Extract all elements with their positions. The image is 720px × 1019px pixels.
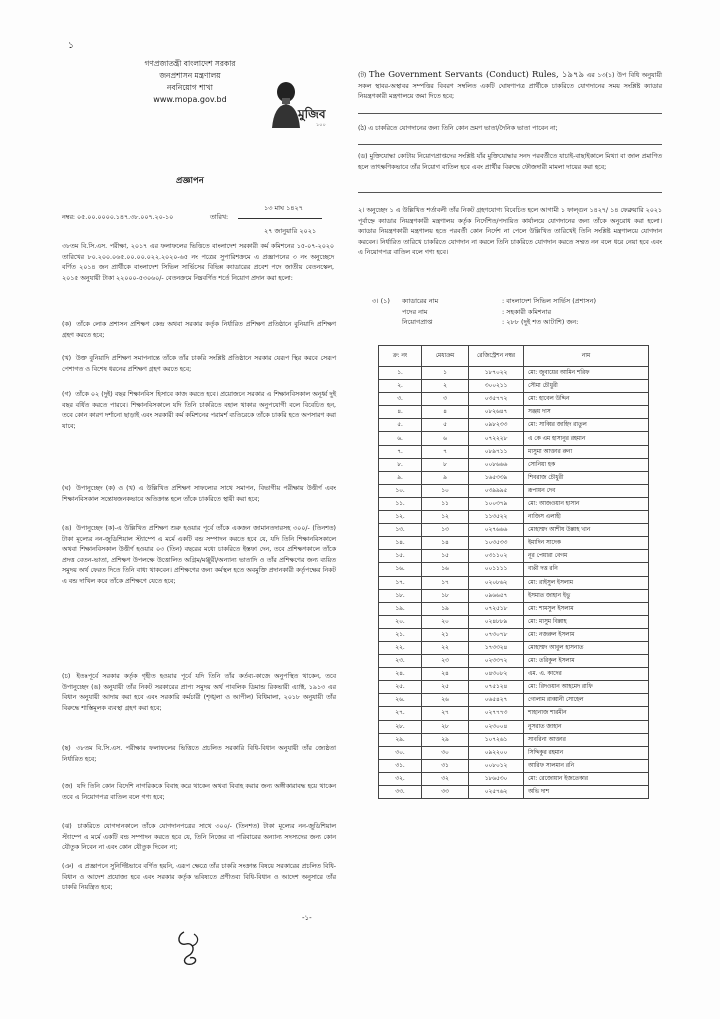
divider	[358, 192, 662, 193]
table-row	[379, 615, 649, 628]
name-cell: সঞ্জয় দাস	[524, 406, 649, 419]
registration-cell: ০৭৩০৭৮	[469, 628, 524, 641]
date-bangla: ১৩ মাঘ ১৪২৭	[264, 204, 303, 212]
clause-ja: (জ) যদি তিনি কোন বিদেশি নাগরিককে বিবাহ করে থাকেন অথবা বিবাহ করার জন্য অঙ্গীকারাবদ্ধ হয়ে থাকেন তবে এ নিয়োগপত্র বাতিল বলে গণ্য হবে;	[62, 783, 336, 801]
table-row	[379, 786, 649, 799]
table-row	[379, 393, 649, 406]
merit-cell: ১৭	[422, 576, 469, 589]
merit-cell: ৩১	[422, 759, 469, 772]
serial-cell: ৮.	[379, 458, 422, 471]
name-cell: আরিফ সালমান রনি	[524, 759, 649, 772]
registration-cell: ০৯৬৬৫৭	[469, 589, 524, 602]
name-cell: শাহানাজ শারমীন	[524, 707, 649, 720]
table-row	[379, 707, 649, 720]
merit-cell: ২০	[422, 615, 469, 628]
merit-cell: ৫	[422, 419, 469, 432]
count-label: নিয়োগপ্রাপ্ত	[402, 318, 433, 326]
name-cell: মো: হাবেল উদ্দিন	[524, 393, 649, 406]
table-row	[379, 511, 649, 524]
clause-tta: (ট) The Government Servants (Conduct) Rules, ১৯৭৯ এর ১৩(১) উপ বিধি অনুযায়ী সকল স্থাবর-অস্থাবর সম্পত্তির বিবরণ সম্বলিত একটি ঘোষণাপত্র প্রার্থীকে চাকরিতে যোগদানের সময় সংশ্লিষ্ট ক্যাডার নিয়ন্ত্রণকারী মন্ত্রণালয়ে জমা দিতে হবে;	[358, 70, 662, 101]
merit-cell: ৩৩	[422, 786, 469, 799]
registration-cell: ০৮৯৭১১	[469, 445, 524, 458]
name-cell: মোহাম্মদ আবুল হাসনাত	[524, 641, 649, 654]
corner-mark: ১	[68, 41, 74, 51]
name-cell: গোলাম রাব্বানী সোহেল	[524, 694, 649, 707]
registration-cell: ০৯৮২৩৩	[469, 419, 524, 432]
merit-cell: ১৩	[422, 524, 469, 537]
name-cell: নূর পেয়ারা বেগম	[524, 550, 649, 563]
section-name: নবনিয়োগ শাখা	[167, 83, 213, 92]
section-number: ৩। (১)	[372, 297, 390, 305]
name-cell: মো: নজরুল ইসলাম	[524, 628, 649, 641]
registration-cell: ১০০৩৭৯	[469, 497, 524, 510]
merit-cell: ২৪	[422, 668, 469, 681]
serial-cell: ৫.	[379, 419, 422, 432]
registration-cell: ০৩১১০২	[469, 550, 524, 563]
table-row	[379, 406, 649, 419]
letterhead	[110, 58, 270, 106]
serial-cell: ৩১.	[379, 759, 422, 772]
table-row	[379, 563, 649, 576]
clause-umo: (ঙ) উপানুচ্ছেদ (ক)-এ উল্লিখিত প্রশিক্ষণ শুরু হওয়ার পূর্বে তাঁকে একজন জামানতদারসহ ৩০০/- (তিনশত) টাকা মূল্যের নন-জুডিশিয়াল স্ট্যাম্পে এ মর্মে একটি বন্ড সম্পাদন করতে হবে যে, যদি তিনি শিক্ষানবিসকালে অথবা শিক্ষানবিসকাল উত্তীর্ণ হওয়ার ০৩ (তিন) বছরের মধ্যে চাকরিতে ইস্তফা দেন, তবে প্রশিক্ষণকালে তাঁকে প্রদত্ত বেতন-ভাতা, প্রশিক্ষণ উপলক্ষে উত্তোলিত অগ্রিম/মঞ্জুরী/অন্যান্য ভাতাদি ও তাঁর প্রশিক্ষণের জন্য ব্যয়িত সমুদয় অর্থ ফেরত দিতে তিনি বাধ্য থাকবেন। প্রশিক্ষণের জন্য কর্মস্থল হতে অবমুক্তি প্রদানকারী কর্তৃপক্ষের নিকট এ বন্ড দাখিল করে তাঁকে প্রশিক্ষণে যেতে হবে;	[62, 525, 336, 585]
name-cell: এ কে এম হাসানুর রহমান	[524, 432, 649, 445]
serial-cell: ১৯.	[379, 602, 422, 615]
table-row	[379, 432, 649, 445]
merit-cell: ২৮	[422, 720, 469, 733]
clause-ka: (ক) তাঁকে লোক প্রশাসন প্রশিক্ষণ কেন্দ্র অথবা সরকার কর্তৃক নির্ধারিত প্রশিক্ষণ প্রতিষ্ঠানে বুনিয়াদি প্রশিক্ষণ গ্রহণ করতে হবে;	[62, 321, 336, 339]
table-row	[379, 628, 649, 641]
serial-cell: ২৩.	[379, 655, 422, 668]
page-number: -১-	[302, 914, 312, 922]
registration-cell: ০৭২২২৮	[469, 432, 524, 445]
registration-cell: ০৭৫১২৪	[469, 681, 524, 694]
serial-cell: ১৩.	[379, 524, 422, 537]
clause-ttha: (ঠ) এ চাকরিতে যোগদানের জন্য তিনি কোন ভ্রমণ ভাতা/দৈনিক ভাতা পাবেন না;	[358, 125, 558, 132]
serial-cell: ২১.	[379, 628, 422, 641]
merit-cell: ৩২	[422, 772, 469, 785]
registration-cell: ১১৩৫২২	[469, 511, 524, 524]
table-row	[379, 759, 649, 772]
name-cell: ইমাদিন সাদেক	[524, 537, 649, 550]
clause-cha: (চ) ইতঃপূর্বে সরকার কর্তৃক গৃহীত হওয়ার পূর্বে যদি তিনি তাঁর কর্তব্য-কাজে অনুপস্থিত থাকেন, তবে উপানুচ্ছেদ (ঙ) অনুযায়ী তাঁর নিকট সরকারের প্রাপ্য সমুদয় অর্থ পাবলিক ডিমান্ড রিকভারী এ্যাক্ট, ১৯১৩ এর বিধান অনুযায়ী আদায় করা হবে এবং সরকারি কর্মচারী (শৃঙ্খলা ও আপীল) বিধিমালা, ২০১৮ অনুযায়ী তাঁর বিরুদ্ধে শাস্তিমূলক ব্যবস্থা গ্রহণ করা হবে;	[62, 673, 336, 712]
name-cell: এম. এ. কাদের	[524, 668, 649, 681]
date-label: তারিখ:	[210, 214, 229, 221]
serial-cell: ১৪.	[379, 537, 422, 550]
serial-cell: ২৯.	[379, 733, 422, 746]
name-cell: সোনিয়া হক	[524, 458, 649, 471]
signature-mark-icon	[174, 928, 204, 968]
registration-cell: ০০৮০১২	[469, 759, 524, 772]
clause-jha: (ঝ) চাকরিতে যোগদানকালে তাঁকে যোগদানপত্রের সাথে ৩০০/- (তিনশত) টাকা মূল্যের নন-জুডিশিয়াল স্ট্যাম্পে এ মর্মে একটি বন্ড সম্পাদন করতে হবে যে, তিনি নিজের বা পরিবারের অন্যান্য সদস্যদের জন্য কোন যৌতুক নিবেন না এবং কোন যৌতুক দিবেন না;	[62, 823, 336, 852]
merit-cell: ৯	[422, 471, 469, 484]
merit-cell: ২৭	[422, 707, 469, 720]
registration-cell: ০৮২৬৪৭	[469, 406, 524, 419]
name-cell: মো: রাইসুল ইসলাম	[524, 576, 649, 589]
serial-cell: ৩.	[379, 393, 422, 406]
serial-cell: ২৪.	[379, 668, 422, 681]
name-cell: মো: রিদওয়ান আহমেদ রাফি	[524, 681, 649, 694]
table-row	[379, 419, 649, 432]
svg-text:১০০: ১০০	[316, 122, 326, 128]
table-row	[379, 720, 649, 733]
serial-cell: ১৮.	[379, 589, 422, 602]
col-merit: মেধাক্রম	[422, 346, 469, 367]
cadre-info	[372, 296, 596, 328]
merit-cell: ১১	[422, 497, 469, 510]
merit-cell: ১৫	[422, 550, 469, 563]
registration-cell: ০০৮৬৬৬	[469, 458, 524, 471]
registration-cell: ০২৩৩৭২	[469, 655, 524, 668]
registration-cell: ০২৫৭৬২	[469, 786, 524, 799]
merit-cell: ২১	[422, 628, 469, 641]
name-cell: ইসমাত জাহান ইভু	[524, 589, 649, 602]
registration-cell: ০৩৫৭৭২	[469, 393, 524, 406]
merit-cell: ২৯	[422, 733, 469, 746]
cadre-value: : বাংলাদেশ সিভিল সার্ভিস (প্রশাসন)	[502, 297, 597, 305]
registration-cell: ০২৩০০৪	[469, 720, 524, 733]
website-link[interactable]: www.mopa.gov.bd	[153, 95, 227, 104]
serial-cell: ৯.	[379, 471, 422, 484]
clause-nya: (ঞ) এ প্রজ্ঞাপনে সুনির্দিষ্টভাবে বর্ণিত হয়নি, এরূপ ক্ষেত্রে তাঁর চাকরি সংক্রান্ত বিষয়ে সরকারের প্রচলিত বিধি-বিধান ও আদেশ প্রযোজ্য হবে এবং সরকার কর্তৃক ভবিষ্যতে প্রণীতব্য বিধি-বিধান ও আদেশ অনুসারে তাঁর চাকরি নিয়ন্ত্রিত হবে;	[62, 863, 336, 892]
serial-cell: ২৭.	[379, 707, 422, 720]
notice-title: প্রজ্ঞাপন	[176, 176, 204, 186]
col-registration: রেজিস্ট্রেশন নম্বর	[469, 346, 524, 367]
merit-cell: ১৮	[422, 589, 469, 602]
registration-cell: ০২০৮৬২	[469, 576, 524, 589]
merit-cell: ২৫	[422, 681, 469, 694]
serial-cell: ৩০.	[379, 746, 422, 759]
registration-cell: ০৭২৫১৮	[469, 602, 524, 615]
name-cell: মাসুমা আক্তার রুনা	[524, 445, 649, 458]
registration-cell: ১০৭২৬১	[469, 733, 524, 746]
name-cell: রূপায়ন দেব	[524, 484, 649, 497]
name-cell: শিবরাজ চৌধুরী	[524, 471, 649, 484]
merit-cell: ১৯	[422, 602, 469, 615]
clause-chha: (ছ) ৩৮তম বি.সি.এস. পরীক্ষার ফলাফলের ভিত্তিতে প্রচলিত সরকারি বিধি-বিধান অনুযায়ী তাঁর জ্যেষ্ঠতা নির্ধারিত হবে;	[62, 745, 336, 763]
name-cell: সৌমা চৌধুরী	[524, 380, 649, 393]
table-row	[379, 484, 649, 497]
date-divider	[238, 218, 322, 219]
table-header-row	[379, 346, 649, 367]
serial-cell: ৩২.	[379, 772, 422, 785]
name-cell: সিদ্দিকুর রহমান	[524, 746, 649, 759]
name-cell: বাপ্পী দত্ত রনি	[524, 563, 649, 576]
name-cell: মো: শামসুল ইসলাম	[524, 602, 649, 615]
intro-paragraph: ৩৮তম বি.সি.এস. পরীক্ষা, ২০১৭ এর ফলাফলের ভিত্তিতে বাংলাদেশ সরকারী কর্ম কমিশনের ১৫-০৭-২০২০ তারিখের ৮০.২০০.০৬৫.০০.০০.০২২.২০২০-৬৫ নং পত্রের সুপারিশক্রমে এ প্রজ্ঞাপনের ৩ নং অনুচ্ছেদে বর্ণিত ২০১৪ জন প্রার্থীকে বাংলাদেশ সিভিল সার্ভিসের বিভিন্ন ক্যাডারের প্রবেশ পদে জাতীয় বেতনস্কেল, ২০১৫ অনুযায়ী টাকা ২২০০০-৫৩০৬০/- বেতনক্রমে নিম্নবর্ণিত শর্তে নিয়োগ প্রদান করা হলো:	[62, 243, 334, 282]
clause-dda: (ড) মুক্তিযোদ্ধা কোটায় নিয়োগপ্রাপ্তদের সংশ্লিষ্ট যাঁর মুক্তিযোদ্ধার সনদ পরবর্তীতে যাচাই-বাছাইকালে মিথ্যা বা জাল প্রমাণিত হলে তাৎক্ষণিকভাবে তাঁর নিয়োগ বাতিল হবে এবং প্রার্থীর বিরুদ্ধে ফৌজদারী মামলা দায়ের করা হবে;	[358, 153, 662, 171]
name-cell: মো: তরিকুল ইসলাম	[524, 655, 649, 668]
table-row	[379, 694, 649, 707]
name-cell: মো: রেজোয়ান ইজতেকার	[524, 772, 649, 785]
merit-cell: ৩০	[422, 746, 469, 759]
clause-kha: (খ) উক্ত বুনিয়াদি প্রশিক্ষণ সমাপনান্তে তাঁকে তাঁর চাকরি সংশ্লিষ্ট প্রতিষ্ঠানে সরকার যেরূপ স্থির করবে সেরূপ পেশাগত ও বিশেষ ধরনের প্রশিক্ষণ গ্রহণ করতে হবে;	[62, 355, 336, 373]
name-cell: মো: আজওয়ান হাসান	[524, 497, 649, 510]
table-row	[379, 537, 649, 550]
registration-cell: ০২৭৭৭৩	[469, 707, 524, 720]
merit-list-table	[378, 345, 649, 799]
divider	[358, 113, 662, 114]
table-row	[379, 524, 649, 537]
mujib-logo-icon	[264, 78, 326, 130]
merit-cell: ৬	[422, 432, 469, 445]
registration-cell: ১৭৩৩২৪	[469, 641, 524, 654]
serial-cell: ২০.	[379, 615, 422, 628]
registration-cell: ০৬৫৪২৭	[469, 694, 524, 707]
col-serial: ক্র: নং	[379, 346, 422, 367]
table-row	[379, 655, 649, 668]
memo-number: নম্বর: ০৫.০০.০০০০.১৪৭.৩৮.০০৭.২০-১০	[62, 214, 174, 221]
table-row	[379, 668, 649, 681]
registration-cell: ১৬৫৩৩৯	[469, 471, 524, 484]
serial-cell: ১৭.	[379, 576, 422, 589]
registration-cell: ০২৪৮৮৯	[469, 615, 524, 628]
merit-cell: ১৬	[422, 563, 469, 576]
serial-cell: ৩৩.	[379, 786, 422, 799]
serial-cell: ৭.	[379, 445, 422, 458]
serial-cell: ১.	[379, 367, 422, 380]
serial-cell: ১৫.	[379, 550, 422, 563]
merit-cell: ৭	[422, 445, 469, 458]
name-cell: মোহাম্মদ আশীষ উল্লাহ খান	[524, 524, 649, 537]
serial-cell: ১২.	[379, 511, 422, 524]
post-value: : সহকারী কমিশনার	[502, 307, 552, 316]
table-row	[379, 445, 649, 458]
name-cell: সাবরিনা আক্তার	[524, 733, 649, 746]
merit-cell: ৩	[422, 393, 469, 406]
merit-cell: ৮	[422, 458, 469, 471]
merit-cell: ২২	[422, 641, 469, 654]
registration-cell: ০৯২২০০	[469, 746, 524, 759]
table-row	[379, 458, 649, 471]
table-row	[379, 497, 649, 510]
divider	[358, 144, 662, 145]
merit-cell: ১০	[422, 484, 469, 497]
table-row	[379, 733, 649, 746]
serial-cell: ৪.	[379, 406, 422, 419]
registration-cell: ১০৩৫৩৩	[469, 537, 524, 550]
serial-cell: ২৬.	[379, 694, 422, 707]
table-row	[379, 589, 649, 602]
name-cell: নুসরাত জাহান	[524, 720, 649, 733]
serial-cell: ১০.	[379, 484, 422, 497]
count-value: : ২৮৮ (দুই শত আটাশি) জন:	[502, 318, 579, 326]
table-row	[379, 380, 649, 393]
table-row	[379, 471, 649, 484]
cadre-label: ক্যাডারের নাম	[402, 297, 439, 305]
clause-gha: (ঘ) উপানুচ্ছেদ (ক) ও (খ) এ উল্লিখিত প্রশিক্ষণ সাফল্যের সাথে সমাপন, বিভাগীয় পরীক্ষায় উত্তীর্ণ এবং শিক্ষানবিসকাল সন্তোষজনকভাবে অতিক্রান্ত হলে তাঁকে চাকরিতে স্থায়ী করা হবে;	[62, 485, 336, 503]
serial-cell: ২৮.	[379, 720, 422, 733]
table-row	[379, 772, 649, 785]
serial-cell: ২২.	[379, 641, 422, 654]
name-cell: মো: সাব্বির জাহিদ রাতুল	[524, 419, 649, 432]
paragraph-two: ২। অনুচ্ছেদ ১ এ উল্লিখিত শর্তাবলী তাঁর নিকট গ্রহণযোগ্য বিবেচিত হলে আগামী ১ ফাল্গুন ১৪২৭/ ১৪ ফেব্রুয়ারি ২০২১ পূর্বাহ্নে ক্যাডার নিয়ন্ত্রণকারী মন্ত্রণালয় কর্তৃক নির্দেশিত/পদায়িত কার্যালয়ে যোগদানের জন্য তাঁকে অনুরোধ করা হলো। ক্যাডার নিয়ন্ত্রণকারী মন্ত্রণালয় হতে পরবর্তী কোন নির্দেশ না পেলে উল্লিখিত তারিখেই তিনি সংশ্লিষ্ট মন্ত্রণালয়ে যোগদান করবেন। নির্ধারিত তারিখে চাকরিতে যোগদান না করলে তিনি চাকরিতে যোগদান করতে সম্মত নন বলে ধরে নেয়া হবে এবং এ নিয়োগপত্র বাতিল বলে গণ্য হবে।	[358, 207, 662, 257]
registration-cell: ৩০০২১১	[469, 380, 524, 393]
merit-cell: ৪	[422, 406, 469, 419]
col-name: নাম	[524, 346, 649, 367]
table-row	[379, 641, 649, 654]
registration-cell: ০৪৩০৮২	[469, 668, 524, 681]
logo-text: মুজিব	[298, 107, 326, 121]
table-row	[379, 681, 649, 694]
name-cell: মো: মাসুম বিল্লাহ	[524, 615, 649, 628]
registration-cell: ১৮৭০২২	[469, 367, 524, 380]
gov-line: গণপ্রজাতন্ত্রী বাংলাদেশ সরকার	[144, 59, 236, 68]
merit-cell: ১	[422, 367, 469, 380]
serial-cell: ২.	[379, 380, 422, 393]
name-cell: অভি দাশ	[524, 786, 649, 799]
table-row	[379, 576, 649, 589]
serial-cell: ১৬.	[379, 563, 422, 576]
serial-cell: ২৫.	[379, 681, 422, 694]
registration-cell: ০০১১১১	[469, 563, 524, 576]
post-label: পদের নাম	[402, 307, 428, 316]
serial-cell: ১১.	[379, 497, 422, 510]
ministry-name: জনপ্রশাসন মন্ত্রণালয়	[159, 71, 221, 80]
registration-cell: ০২৭৬৬৬	[469, 524, 524, 537]
registration-cell: ১৮৬৫৩০	[469, 772, 524, 785]
table-body	[379, 367, 649, 799]
name-cell: মো: জুবায়ের আমিন শরিফ	[524, 367, 649, 380]
table-row	[379, 602, 649, 615]
table-row	[379, 550, 649, 563]
merit-cell: ২৩	[422, 655, 469, 668]
table-row	[379, 367, 649, 380]
merit-cell: ২৬	[422, 694, 469, 707]
clause-ga: (গ) তাঁকে ০২ (দুই) বছর শিক্ষানবিস হিসাবে কাজ করতে হবে। প্রয়োজনে সরকার এ শিক্ষানবিসকাল অনূর্ধ্ব দুই বছর বর্ধিত করতে পারবে। শিক্ষানবিসকালে যদি তিনি চাকরিতে বহাল থাকার অনুপযোগী বলে বিবেচিত হন, তবে কোন কারণ দর্শানো ছাড়াই এবং সরকারী কর্ম কমিশনের পরামর্শ ব্যতিরেকে তাঁকে চাকরি হতে অপসারণ করা যাবে;	[62, 391, 336, 430]
date-english: ২৭ জানুয়ারি ২০২১	[264, 227, 317, 235]
registration-cell: ০৩৯৯৯৫	[469, 484, 524, 497]
merit-cell: ২	[422, 380, 469, 393]
merit-cell: ১৪	[422, 537, 469, 550]
table-row	[379, 746, 649, 759]
merit-cell: ১২	[422, 511, 469, 524]
serial-cell: ৬.	[379, 432, 422, 445]
name-cell: নাজিস এলাহী	[524, 511, 649, 524]
